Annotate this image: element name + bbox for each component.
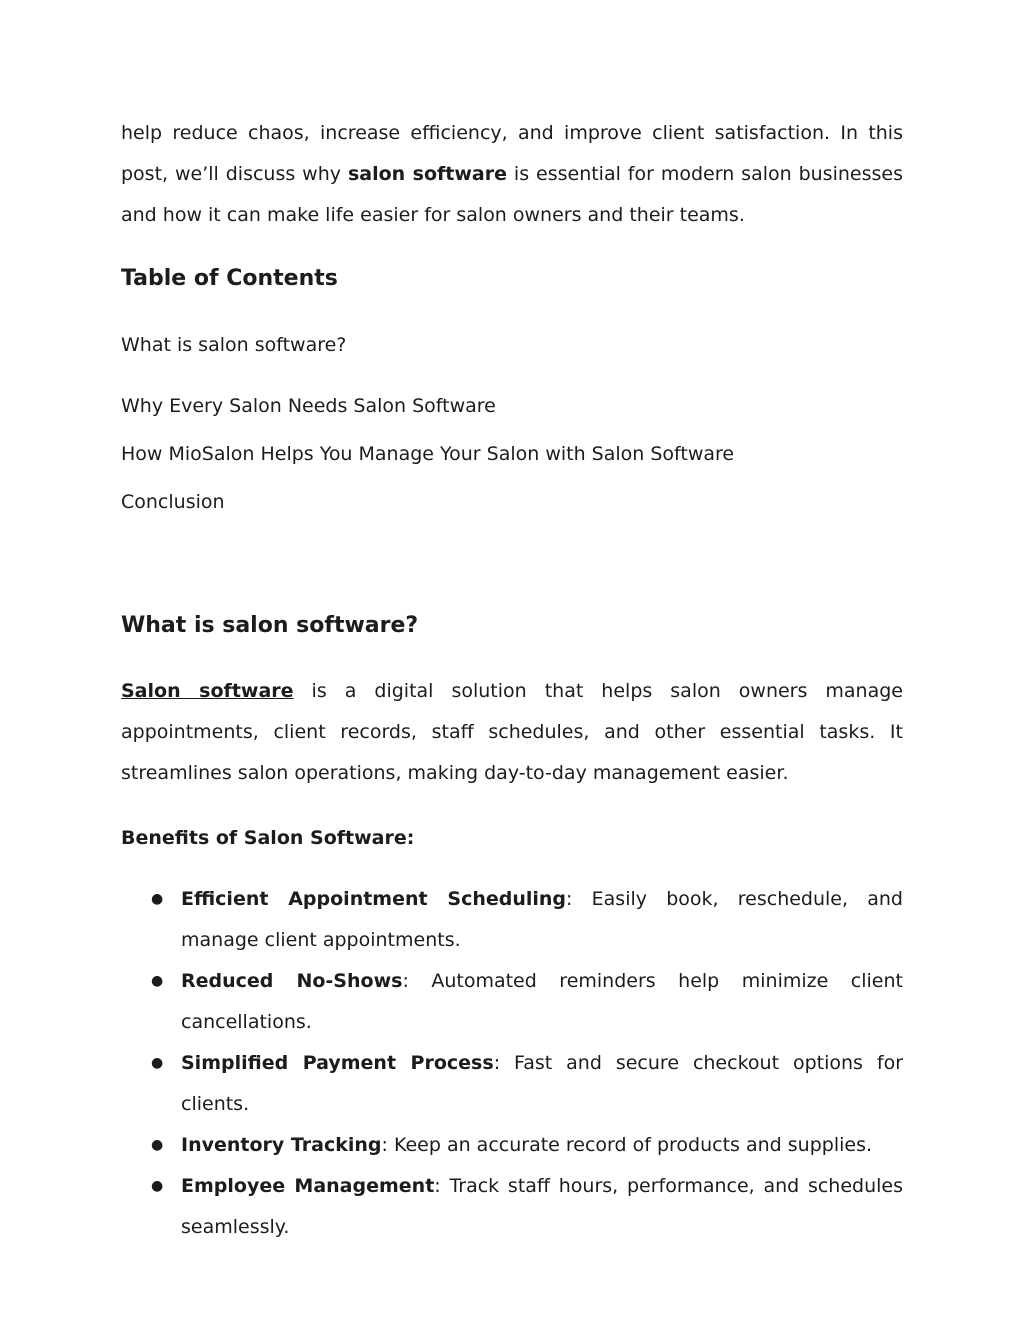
benefits-heading: Benefits of Salon Software: bbox=[121, 827, 415, 849]
list-item bbox=[121, 879, 903, 961]
section-body-text: is a digital solution that helps salon owners manage appointments, client records, staff schedules, and other essential tasks. It streamlines salon operations, making day-to-day management easier. bbox=[121, 680, 903, 784]
bullet-icon: ● bbox=[151, 1137, 164, 1153]
list-item bbox=[121, 1166, 903, 1248]
benefit-text: : Fast and secure checkout options for clients. bbox=[181, 1052, 904, 1115]
bullet-icon: ● bbox=[151, 1178, 164, 1194]
list-item bbox=[121, 1043, 903, 1125]
benefit-title: Simplified Payment Process bbox=[181, 1052, 494, 1074]
list-item bbox=[121, 961, 903, 1043]
benefit-title: Efficient Appointment Scheduling bbox=[181, 888, 567, 910]
benefit-text: : Easily book, reschedule, and manage client appointments. bbox=[181, 888, 903, 951]
toc-item-how-miosalon[interactable]: How MioSalon Helps You Manage Your Salon with Salon Software bbox=[121, 443, 735, 465]
benefits-list bbox=[121, 879, 903, 1248]
intro-paragraph bbox=[121, 113, 903, 236]
list-item bbox=[121, 1125, 903, 1166]
section-paragraph bbox=[121, 671, 903, 794]
intro-bold-term: salon software bbox=[347, 163, 507, 185]
toc-item-conclusion[interactable]: Conclusion bbox=[121, 491, 225, 513]
bullet-icon: ● bbox=[151, 891, 164, 907]
bullet-icon: ● bbox=[151, 973, 164, 989]
benefit-text: : Keep an accurate record of products and supplies. bbox=[381, 1134, 873, 1156]
benefit-text: : Track staff hours, performance, and schedules seamlessly. bbox=[181, 1175, 903, 1238]
bullet-icon: ● bbox=[151, 1055, 164, 1071]
salon-software-link[interactable]: Salon software bbox=[121, 680, 294, 702]
toc-heading: Table of Contents bbox=[121, 266, 338, 291]
intro-text-before: help reduce chaos, increase efficiency, and improve client satisfaction. In this post, we’ll discuss why bbox=[121, 122, 903, 185]
intro-text-after: is essential for modern salon businesses and how it can make life easier for salon owners and their teams. bbox=[121, 163, 903, 226]
section-heading: What is salon software? bbox=[121, 613, 419, 638]
toc-item-what-is[interactable]: What is salon software? bbox=[121, 334, 347, 356]
toc-item-why-needs[interactable]: Why Every Salon Needs Salon Software bbox=[121, 395, 496, 417]
benefit-title: Inventory Tracking bbox=[181, 1134, 382, 1156]
benefit-title: Employee Management bbox=[181, 1175, 435, 1197]
benefit-title: Reduced No-Shows bbox=[181, 970, 403, 992]
benefit-text: : Automated reminders help minimize client cancellations. bbox=[181, 970, 903, 1033]
